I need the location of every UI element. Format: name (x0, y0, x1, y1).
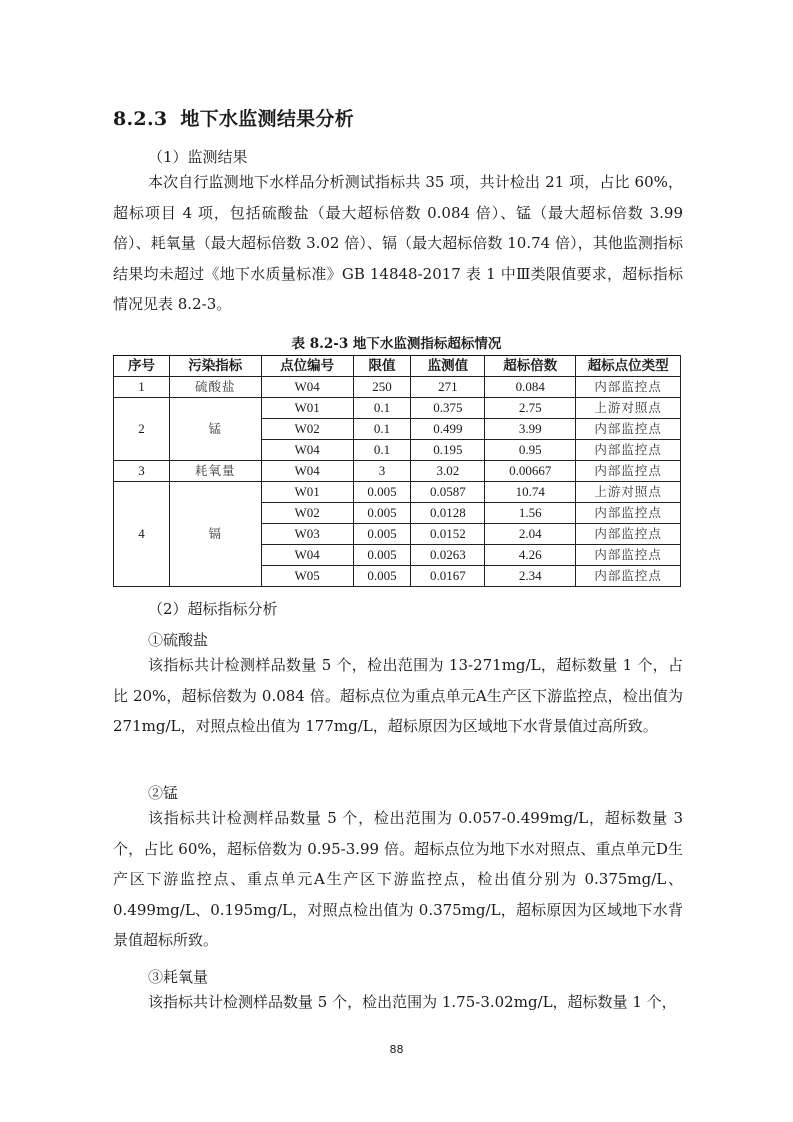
cell-no: 2 (114, 398, 170, 461)
cell-value: 0.499 (411, 419, 485, 440)
header-no: 序号 (114, 356, 170, 377)
item-paragraph-sulfate: 该指标共计检测样品数量 5 个，检出范围为 13-271mg/L，超标数量 1 个，占比 20%，超标倍数为 0.084 倍。超标点位为重点单元A生产区下游监控点，检出值为 271mg/L，对照点检出值为 177mg/L，超标原因为区域地下水背景值过高所致。 (113, 656, 683, 735)
header-point: 点位编号 (261, 356, 353, 377)
cell-type: 内部监控点 (576, 503, 681, 524)
cell-value: 0.0167 (411, 566, 485, 587)
table-row (114, 377, 681, 398)
cell-type: 内部监控点 (576, 524, 681, 545)
cell-limit: 0.005 (353, 545, 411, 566)
header-limit: 限值 (353, 356, 411, 377)
cell-type: 内部监控点 (576, 566, 681, 587)
item-paragraph-cod: 该指标共计检测样品数量 5 个，检出范围为 1.75-3.02mg/L，超标数量 1 个， (148, 993, 677, 1011)
cell-multiple: 0.00667 (485, 461, 576, 482)
table-header-row (114, 356, 681, 377)
cell-point: W03 (261, 524, 353, 545)
cell-value: 0.0587 (411, 482, 485, 503)
cell-type: 上游对照点 (576, 482, 681, 503)
table-row (114, 482, 681, 503)
cell-indicator: 锰 (169, 398, 261, 461)
cell-point: W04 (261, 545, 353, 566)
cell-multiple: 1.56 (485, 503, 576, 524)
cell-multiple: 10.74 (485, 482, 576, 503)
cell-point: W01 (261, 482, 353, 503)
header-multiple: 超标倍数 (485, 356, 576, 377)
cell-type: 内部监控点 (576, 461, 681, 482)
section-heading (113, 104, 354, 131)
table-caption: 表 8.2-3 地下水监测指标超标情况 (291, 336, 502, 352)
section-title: 地下水监测结果分析 (180, 108, 355, 130)
cell-limit: 0.1 (353, 419, 411, 440)
cell-indicator: 耗氧量 (169, 461, 261, 482)
part2-heading: （2）超标指标分析 (148, 600, 278, 618)
cell-multiple: 3.99 (485, 419, 576, 440)
cell-point: W05 (261, 566, 353, 587)
cell-value: 0.0152 (411, 524, 485, 545)
page-number: 88 (389, 1043, 404, 1056)
cell-limit: 0.005 (353, 482, 411, 503)
item-title-manganese: ②锰 (148, 784, 179, 802)
table-row (114, 461, 681, 482)
cell-limit: 3 (353, 461, 411, 482)
cell-limit: 0.005 (353, 524, 411, 545)
table-row (114, 398, 681, 419)
cell-indicator: 硫酸盐 (169, 377, 261, 398)
header-type: 超标点位类型 (576, 356, 681, 377)
item-title-sulfate: ①硫酸盐 (148, 631, 209, 649)
cell-limit: 0.005 (353, 566, 411, 587)
cell-point: W04 (261, 440, 353, 461)
cell-limit: 250 (353, 377, 411, 398)
header-value: 监测值 (411, 356, 485, 377)
item-title-cod: ③耗氧量 (148, 968, 209, 986)
cell-limit: 0.1 (353, 440, 411, 461)
cell-multiple: 2.34 (485, 566, 576, 587)
cell-indicator: 镉 (169, 482, 261, 587)
part1-heading: （1）监测结果 (148, 148, 248, 166)
cell-no: 1 (114, 377, 170, 398)
cell-limit: 0.005 (353, 503, 411, 524)
cell-type: 内部监控点 (576, 440, 681, 461)
cell-type: 内部监控点 (576, 419, 681, 440)
cell-value: 0.0128 (411, 503, 485, 524)
section-number: 8.2.3 (113, 108, 168, 130)
cell-type: 上游对照点 (576, 398, 681, 419)
cell-no: 3 (114, 461, 170, 482)
cell-multiple: 4.26 (485, 545, 576, 566)
cell-point: W02 (261, 419, 353, 440)
item-paragraph-manganese: 该指标共计检测样品数量 5 个，检出范围为 0.057-0.499mg/L，超标数量 3 个，占比 60%，超标倍数为 0.95-3.99 倍。超标点位为地下水对照点、重点单元D生产区下游监控点、重点单元A生产区下游监控点，检出值分别为 0.375mg/L、0.499mg/L、0.195mg/L，对照点检出值为 0.375mg/L，超标原因为区域地下水背景值超标所致。 (113, 809, 683, 949)
cell-value: 0.0263 (411, 545, 485, 566)
cell-point: W01 (261, 398, 353, 419)
cell-value: 3.02 (411, 461, 485, 482)
cell-point: W02 (261, 503, 353, 524)
cell-multiple: 0.95 (485, 440, 576, 461)
exceedance-table (113, 355, 681, 587)
cell-type: 内部监控点 (576, 377, 681, 398)
header-indicator: 污染指标 (169, 356, 261, 377)
cell-value: 0.375 (411, 398, 485, 419)
cell-limit: 0.1 (353, 398, 411, 419)
cell-point: W04 (261, 461, 353, 482)
part1-paragraph: 本次自行监测地下水样品分析测试指标共 35 项，共计检出 21 项，占比 60%，超标项目 4 项，包括硫酸盐（最大超标倍数 0.084 倍）、锰（最大超标倍数 3.99 倍）、耗氧量（最大超标倍数 3.02 倍）、镉（最大超标倍数 10.74 倍），其他监测指标结果均未超过《地下水质量标准》GB 14848-2017 表 1 中Ⅲ类限值要求，超标指标情况见表 8.2-3。 (113, 173, 683, 313)
cell-multiple: 2.75 (485, 398, 576, 419)
cell-value: 271 (411, 377, 485, 398)
cell-value: 0.195 (411, 440, 485, 461)
cell-type: 内部监控点 (576, 545, 681, 566)
cell-point: W04 (261, 377, 353, 398)
cell-no: 4 (114, 482, 170, 587)
cell-multiple: 2.04 (485, 524, 576, 545)
cell-multiple: 0.084 (485, 377, 576, 398)
